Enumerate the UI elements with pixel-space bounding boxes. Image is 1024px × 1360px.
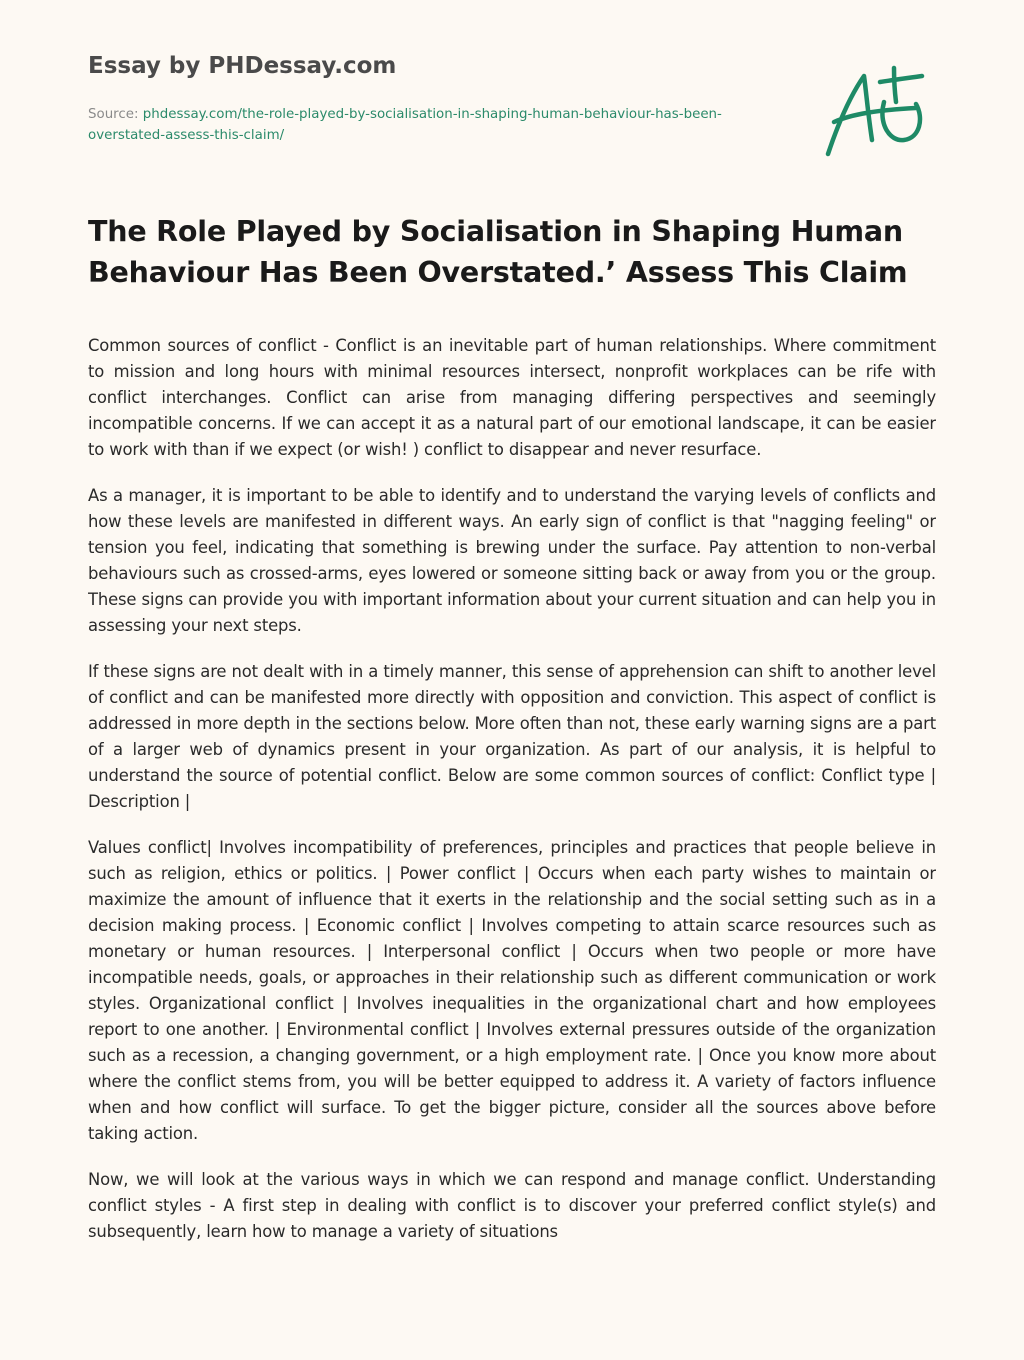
paragraph: Now, we will look at the various ways in which we can respond and manage conflict. Understanding conflict styles - A first step in dealing with conflict is to discover your preferred conflict style(s) and subsequently, learn how to manage a variety of situations	[88, 1170, 936, 1241]
article-body	[88, 333, 936, 1360]
a-plus-logo-icon	[820, 62, 930, 162]
paragraph: Common sources of conflict - Conflict is an inevitable part of human relationships. Where commitment to mission and long hours with minimal resources intersect, nonprofit workplaces can be rife with conflict interchanges. Conflict can arise from managing differing perspectives and seemingly incompatible concerns. If we can accept it as a natural part of our emotional landscape, it can be easier to work with than if we expect (or wish! ) conflict to disappear and never resurface.	[88, 336, 936, 459]
source-link[interactable]: phdessay.com/the-role-played-by-socialisation-in-shaping-human-behaviour-has-been-overstated-assess-this-claim/	[88, 107, 722, 143]
site-brand[interactable]: Essay by PHDessay.com	[88, 53, 397, 79]
logo-graphic	[820, 62, 930, 162]
paragraph: If these signs are not dealt with in a timely manner, this sense of apprehension can shift to another level of conflict and can be manifested more directly with opposition and conviction. This aspect of conflict is addressed in more depth in the sections below. More often than not, these early warning signs are a part of a larger web of dynamics present in your organization. As part of our analysis, it is helpful to understand the source of potential conflict. Below are some common sources of conflict: Conflict type | Description |	[88, 662, 936, 811]
paragraph: Values conflict| Involves incompatibility of preferences, principles and practices that people believe in such as religion, ethics or politics. | Power conflict | Occurs when each party wishes to maintain or maximize the amount of influence that it exerts in the relationship and the social setting such as in a decision making process. | Economic conflict | Involves competing to attain scarce resources such as monetary or human resources. | Interpersonal conflict | Occurs when two people or more have incompatible needs, goals, or approaches in their relationship such as different communication or work styles. Organizational conflict | Involves inequalities in the organizational chart and how employees report to one another. | Environmental conflict | Involves external pressures outside of the organization such as a recession, a changing government, or a high employment rate. | Once you know more about where the conflict stems from, you will be better equipped to address it. A variety of factors influence when and how conflict will surface. To get the bigger picture, consider all the sources above before taking action.	[88, 838, 936, 1143]
paragraph: As a manager, it is important to be able to identify and to understand the varying levels of conflicts and how these levels are manifested in different ways. An early sign of conflict is that "nagging feeling" or tension you feel, indicating that something is brewing under the surface. Pay attention to non-verbal behaviours such as crossed-arms, eyes lowered or someone sitting back or away from you or the group. These signs can provide you with important information about your current situation and can help you in assessing your next steps.	[88, 486, 936, 635]
source-label: Source:	[88, 107, 139, 122]
page-header	[88, 50, 788, 146]
page-title: The Role Played by Socialisation in Shaping Human Behaviour Has Been Overstated.’ Assess This Claim	[88, 215, 908, 289]
source-line	[88, 104, 788, 146]
